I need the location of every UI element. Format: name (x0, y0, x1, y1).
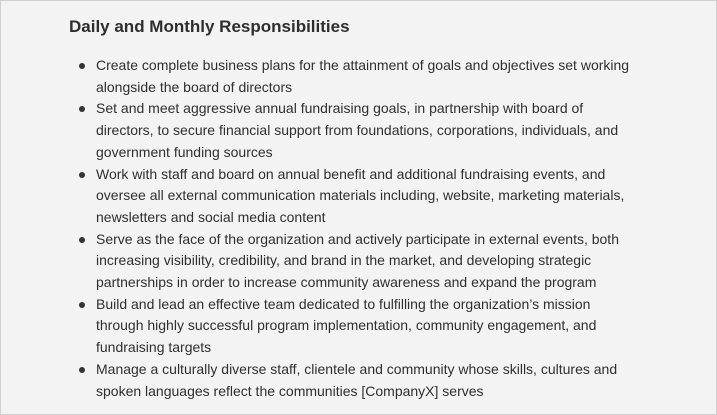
list-item (96, 359, 671, 402)
list-item-line: government funding sources (96, 143, 273, 160)
section-heading: Daily and Monthly Responsibilities (69, 17, 350, 36)
list-item-line: Set and meet aggressive annual fundraising goals, in partnership with board of (96, 100, 584, 117)
list-item (96, 229, 671, 294)
list-item-line: directors, to secure financial support from foundations, corporations, individuals, and (96, 122, 619, 139)
list-item (96, 294, 671, 359)
list-item-line: spoken languages reflect the communities [CompanyX] serves (96, 382, 484, 399)
list-item-line: alongside the board of directors (96, 78, 293, 95)
list-item-line: oversee all external communication materials including, website, marketing materials, (96, 187, 625, 204)
bullet-icon (79, 172, 85, 178)
list-item-line: fundraising targets (96, 339, 212, 356)
bullet-icon (79, 237, 85, 243)
list-item (96, 55, 671, 98)
bullet-icon (79, 106, 85, 112)
list-item-line: Manage a culturally diverse staff, clientele and community whose skills, cultures and (96, 360, 618, 377)
list-item-line: Create complete business plans for the attainment of goals and objectives set working (96, 57, 630, 73)
list-item (96, 98, 671, 163)
list-item-line: increasing visibility, credibility, and brand in the market, and developing strategic (96, 252, 592, 269)
list-item-line: Work with staff and board on annual benefit and additional fundraising events, and (96, 165, 606, 182)
bullet-icon (79, 302, 85, 308)
responsibilities-list (96, 55, 671, 402)
list-item-line: Serve as the face of the organization and actively participate in external events, both (96, 230, 619, 247)
list-item-line: newsletters and social media content (96, 208, 326, 225)
bullet-icon (79, 367, 85, 373)
list-item (96, 164, 671, 229)
list-item-line: partnerships in order to increase community awareness and expand the program (96, 274, 597, 291)
list-item-line: through highly successful program implementation, community engagement, and (96, 317, 597, 334)
bullet-icon (79, 63, 85, 69)
list-item-line: Build and lead an effective team dedicated to fulfilling the organization’s mission (96, 295, 591, 312)
